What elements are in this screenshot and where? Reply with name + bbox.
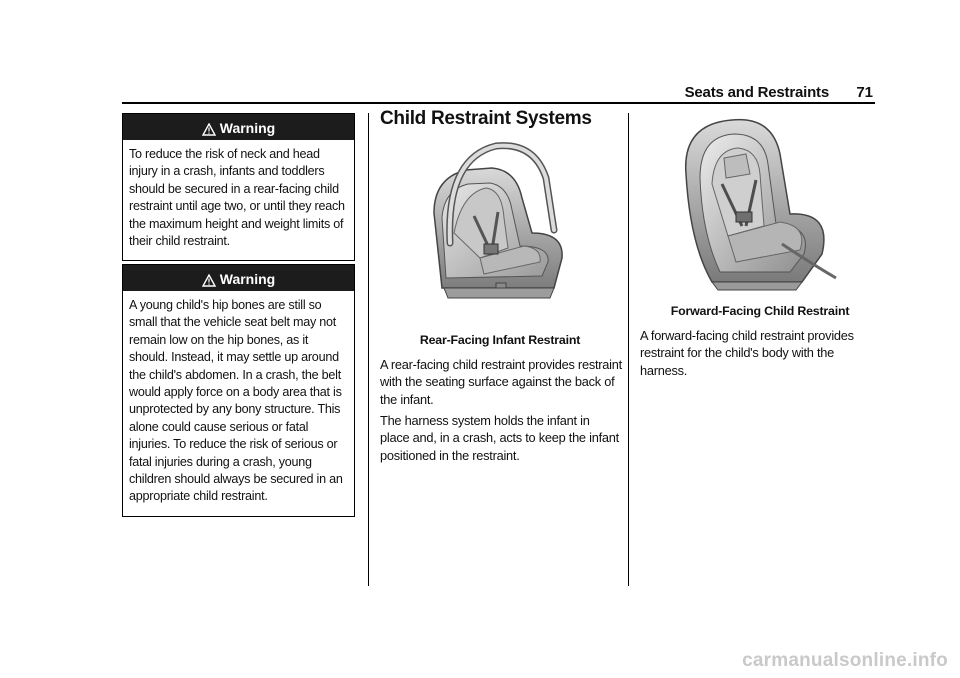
forward-facing-child-seat-illustration — [672, 114, 842, 299]
paragraph-forward-facing: A forward-facing child restraint provides restraint for the child's body with the harness. — [640, 328, 854, 378]
warning-header — [123, 265, 354, 291]
paragraph-rear-facing: A rear-facing child restraint provides restraint with the seating surface against the back of the infant. — [380, 357, 622, 407]
column-divider-right — [628, 113, 629, 586]
warning-text: To reduce the risk of neck and head injury in a crash, infants and toddlers should be secured in a rear-facing child restraint until age two, or until they reach the maximum height and weight limits of their child restraint. — [129, 147, 345, 249]
watermark: carmanualsonline.info — [742, 650, 948, 671]
figure-caption-forward-facing: Forward-Facing Child Restraint — [670, 304, 850, 318]
warning-header — [123, 114, 354, 140]
warning-triangle-icon — [202, 120, 220, 136]
rear-facing-infant-seat-illustration — [424, 138, 569, 313]
page-number: 71 — [856, 84, 873, 101]
warning-box-neck-injury — [122, 113, 355, 261]
page-header — [122, 80, 875, 102]
column-divider-left — [368, 113, 369, 586]
warning-text: A young child's hip bones are still so small that the vehicle seat belt may not remain low on the hip bones, as it should. Instead, it may settle up around the child's abdomen. In a crash, the belt would apply force on a body area that is unprotected by any bony structure. This alone could cause serious or fatal injuries. To reduce the risk of serious or fatal injuries during a crash, young children should always be secured in an appropriate child restraint. — [129, 298, 343, 504]
warning-triangle-icon — [202, 271, 220, 287]
warning-title: Warning — [219, 120, 276, 136]
warning-title: Warning — [219, 271, 276, 287]
header-rule — [122, 102, 875, 104]
figure-caption-rear-facing: Rear-Facing Infant Restraint — [419, 333, 581, 347]
section-title: Seats and Restraints — [684, 84, 829, 101]
section-heading: Child Restraint Systems — [380, 108, 592, 129]
paragraph-harness: The harness system holds the infant in place and, in a crash, acts to keep the infant positioned in the restraint. — [380, 413, 619, 463]
warning-box-hip-bones — [122, 264, 355, 517]
